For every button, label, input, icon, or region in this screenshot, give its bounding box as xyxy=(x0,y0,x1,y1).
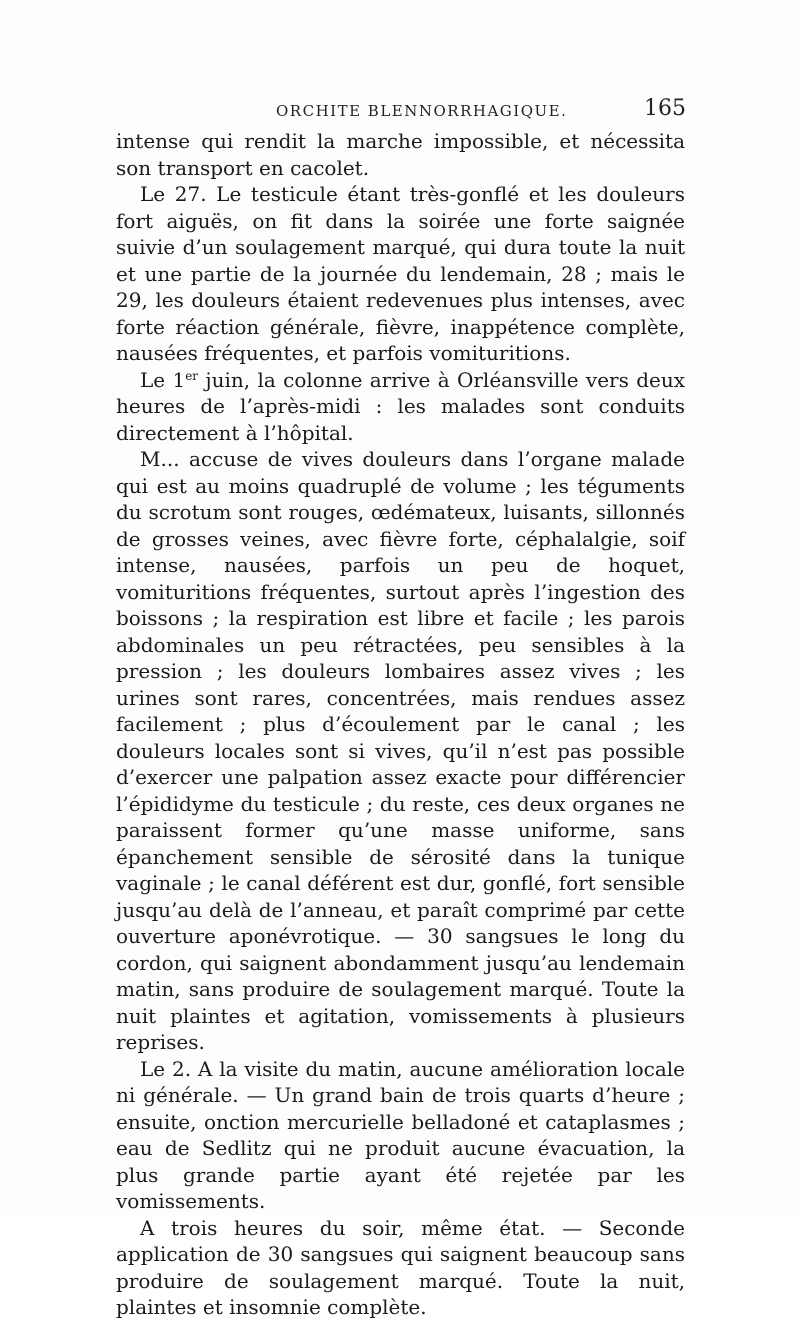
paragraph-1er-juin-end: juin, la colonne arrive à Orléansville vers deux heures de l’après-midi : les malades sont conduits directement à l’hôpital. xyxy=(116,367,686,445)
running-title: ORCHITE BLENNORRHAGIQUE. xyxy=(276,102,568,120)
paragraph-1er-juin-start: Le 1 xyxy=(140,367,186,392)
paragraph-27: Le 27. Le testicule étant très-gonflé et les douleurs fort aiguës, on fit dans la soirée une forte saignée suivie d’un soulagement marqué, qui dura toute la nuit et une partie de la journée du lendemain, 28 ; mais le 29, les douleurs étaient redevenues plus intenses, avec forte réaction générale, fièvre, inappétence complète, nausées fréquentes, et parfois vomituritions. xyxy=(116,182,685,365)
page-number: 165 xyxy=(644,96,686,121)
superscript-er: er xyxy=(185,368,199,383)
paragraph-continuation: intense qui rendit la marche impossible, et nécessita son transport en cacolet. xyxy=(116,129,685,180)
body-text xyxy=(116,128,685,1321)
paragraph-1er-juin xyxy=(116,367,685,447)
paragraph-2: Le 2. A la visite du matin, aucune amélioration locale ni générale. — Un grand bain de trois quarts d’heure ; ensuite, onction mercurielle belladoné et cataplasmes ; eau de Sedlitz qui ne produit aucune évacuation, la plus grande partie ayant été rejetée par les vomissements. xyxy=(116,1056,685,1213)
page-header xyxy=(116,96,686,126)
paragraph-symptoms: M... accuse de vives douleurs dans l’organe malade qui est au moins quadruplé de volume ; les téguments du scrotum sont rouges, œdémateux, luisants, sillonnés de grosses veines, avec fièvre forte, céphalalgie, soif intense, nausées, parfois un peu de hoquet, vomituritions fréquentes, surtout après l’ingestion des boissons ; la respiration est libre et facile ; les parois abdominales un peu rétractées, peu sensibles à la pression ; les douleurs lombaires assez vives ; les urines sont rares, concentrées, mais rendues assez facilement ; plus d’écoulement par le canal ; les douleurs locales sont si vives, qu’il n’est pas possible d’exercer une palpation assez exacte pour différencier l’épididyme du testicule ; du reste, ces deux organes ne paraissent former qu’une masse uniforme, sans épanchement sensible de sérosité dans la tunique vaginale ; le canal déférent est dur, gonflé, fort sensible jusqu’au delà de l’anneau, et paraît comprimé par cette ouverture aponévrotique. — 30 sangsues le long du cordon, qui saignent abondamment jusqu’au lendemain matin, sans produire de soulagement marqué. Toute la nuit plaintes et agitation, vomissements à plusieurs reprises. xyxy=(116,447,685,1054)
paragraph-evening: A trois heures du soir, même état. — Seconde application de 30 sangsues qui saignent beaucoup sans produire de soulagement marqué. Toute la nuit, plaintes et insomnie complète. xyxy=(116,1215,685,1319)
